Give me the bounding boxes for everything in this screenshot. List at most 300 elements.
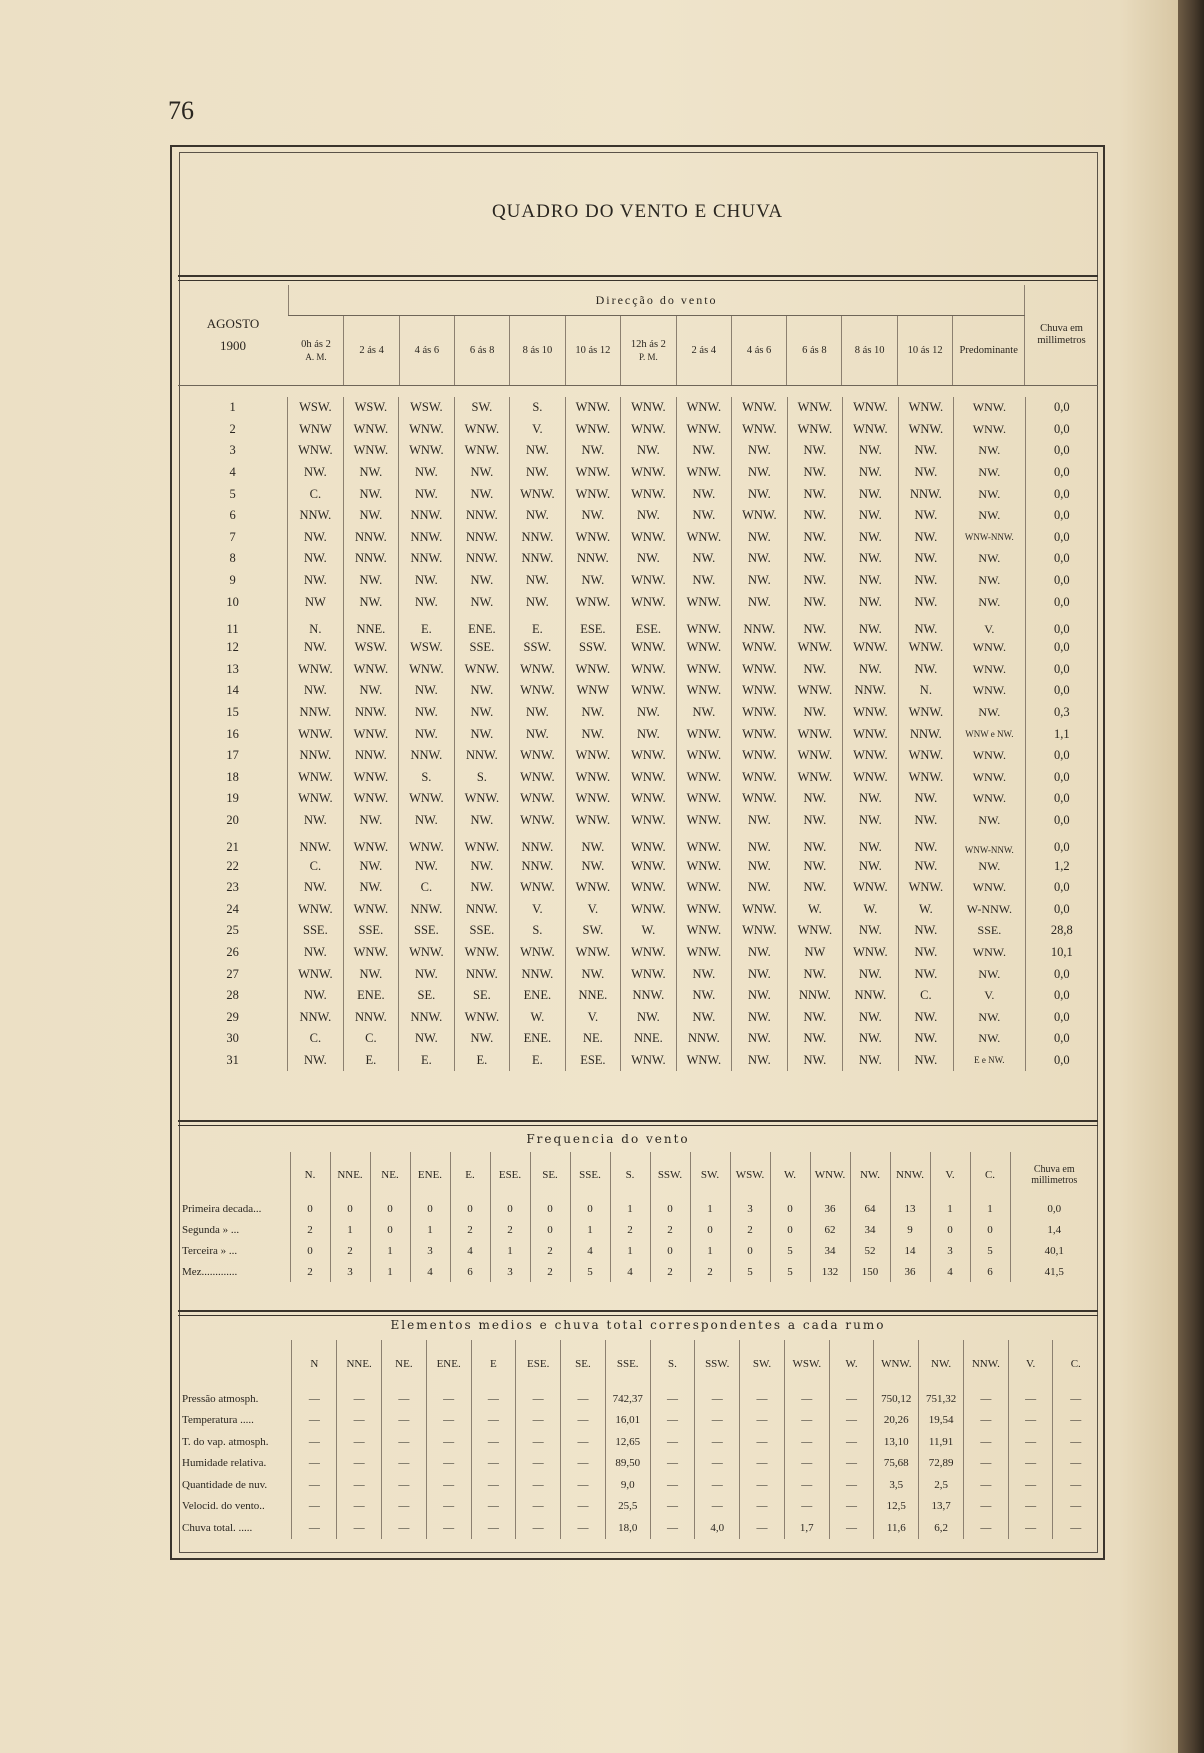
wind-cell: NW. [787,831,843,855]
element-cell: — [1053,1410,1098,1432]
table-row [178,1050,1098,1072]
wind-cell: NW. [343,505,399,527]
element-cell: 20,26 [874,1410,919,1432]
wind-cell: WNW. [510,745,566,767]
row-label: Quantidade de nuv. [182,1478,268,1491]
wind-cell: NW. [954,1028,1025,1050]
element-cell: — [337,1410,382,1432]
table-row [178,637,1098,659]
wind-cell: WNW. [732,723,788,745]
day-cell: 14 [226,683,239,698]
wind-cell: WNW. [510,767,566,789]
wind-cell: WNW. [621,810,677,832]
wind-cell: WNW. [676,767,732,789]
wind-cell: NW. [732,1006,788,1028]
wind-cell: NW. [343,591,399,613]
wind-cell: WNW. [954,942,1025,964]
wind-cell: NW. [843,963,899,985]
element-cell: 25,5 [605,1496,650,1518]
wind-cell: WNW. [843,637,899,659]
wind-cell: WSW. [343,397,399,419]
wind-cell: NW. [732,831,788,855]
day-cell: 21 [226,840,239,855]
element-cell: 12,65 [605,1431,650,1453]
wind-cell: WNW. [954,788,1025,810]
wind-cell: NW. [399,723,455,745]
wind-cell: WNW. [621,483,677,505]
day-cell: 23 [226,880,239,895]
element-cell: — [650,1474,695,1496]
wind-cell: WNW. [732,745,788,767]
element-cell: 19,54 [919,1410,964,1432]
wind-cell: NW. [454,591,510,613]
freq-cell: 34 [810,1240,850,1261]
wind-cell: ENE. [510,1028,566,1050]
wind-cell: WNW. [565,591,621,613]
wind-cell: WNW. [732,419,788,441]
wind-cell: C. [898,985,954,1007]
element-cell: 742,37 [605,1388,650,1410]
wind-cell: NNW. [454,745,510,767]
freq-cell: 0 [530,1219,570,1240]
wind-cell: NW. [787,702,843,724]
wind-cell: WNW. [621,637,677,659]
day-cell: 12 [226,640,239,655]
element-cell: — [426,1474,471,1496]
elements-header: V. [1008,1340,1053,1388]
element-cell: — [963,1388,1008,1410]
wind-cell: WNW. [454,419,510,441]
wind-cell: ENE. [343,985,399,1007]
wind-cell: WNW. [288,440,344,462]
freq-header: SE. [530,1152,570,1198]
wind-cell: NW. [732,440,788,462]
element-cell: — [426,1517,471,1539]
wind-cell: WNW. [343,788,399,810]
table-row [178,985,1098,1007]
wind-cell: V. [565,1006,621,1028]
row-label: Segunda » ... [182,1223,240,1236]
hour-header-label: 12h ás 2 [630,338,666,350]
table-row [178,745,1098,767]
element-cell: — [740,1496,785,1518]
wind-cell: NW. [954,483,1025,505]
wind-cell: NNW. [732,613,788,637]
freq-header: SSW. [650,1152,690,1198]
wind-cell: WNW. [454,440,510,462]
wind-cell: NW. [898,855,954,877]
wind-cell: E. [454,1050,510,1072]
wind-cell: V. [510,898,566,920]
element-cell: — [829,1453,874,1475]
elements-header: NE. [382,1340,427,1388]
wind-cell: WNW. [621,788,677,810]
wind-cell: E. [343,1050,399,1072]
table-row [178,942,1098,964]
wind-cell: NW. [454,570,510,592]
wind-cell: NNW. [565,548,621,570]
hour-header [731,316,786,385]
element-cell: — [382,1517,427,1539]
wind-cell: WNW. [787,397,843,419]
wind-cell: NW. [843,788,899,810]
wind-cell: C. [399,877,455,899]
element-cell: — [561,1496,606,1518]
wind-cell: WNW. [843,397,899,419]
day-cell: 17 [226,748,239,763]
wind-cell: NW. [732,855,788,877]
element-cell: — [784,1453,829,1475]
rain-cell: 0,0 [1025,985,1098,1007]
rain-cell: 0,0 [1025,659,1098,681]
wind-cell: NW. [676,702,732,724]
wind-cell: NW. [787,440,843,462]
wind-cell: W. [898,898,954,920]
freq-cell: 2 [610,1219,650,1240]
row-label: T. do vap. atmosph. [182,1435,269,1448]
freq-cell: 62 [810,1219,850,1240]
wind-cell: NW. [510,591,566,613]
table-row [178,1431,1098,1453]
wind-cell: NW [288,591,344,613]
element-cell: — [337,1453,382,1475]
wind-cell: WNW. [676,680,732,702]
rain-cell: 0,0 [1025,680,1098,702]
freq-cell: 3 [330,1261,370,1282]
wind-cell: NW. [621,702,677,724]
wind-cell: NW. [787,659,843,681]
wind-cell: NW. [843,659,899,681]
element-cell: — [337,1388,382,1410]
wind-cell: WNW. [288,898,344,920]
wind-cell: NW. [343,810,399,832]
wind-cell: WNW. [565,745,621,767]
wind-cell: WNW. [732,920,788,942]
freq-cell: 2 [330,1240,370,1261]
wind-cell: NW. [954,591,1025,613]
freq-cell: 0 [370,1219,410,1240]
wind-cell: NW. [787,527,843,549]
wind-cell: NW. [898,920,954,942]
elements-header: C. [1053,1340,1098,1388]
wind-cell: NW. [565,963,621,985]
rain-cell: 40,1 [1010,1240,1098,1261]
wind-cell: NW. [898,788,954,810]
freq-header: W. [770,1152,810,1198]
wind-cell: NNW. [510,855,566,877]
freq-cell: 4 [610,1261,650,1282]
wind-cell: WNW. [954,767,1025,789]
wind-cell: NW. [843,483,899,505]
element-cell: — [561,1410,606,1432]
hour-header-label: 10 ás 12 [575,344,611,356]
rain-cell: 0,0 [1025,462,1098,484]
element-cell: — [829,1496,874,1518]
wind-cell: WNW e NW. [954,723,1025,745]
wind-cell: WNW. [787,637,843,659]
wind-cell: NW. [288,942,344,964]
wind-cell: W. [621,920,677,942]
wind-cell: NW. [732,877,788,899]
element-cell: — [963,1453,1008,1475]
wind-cell: NNW. [288,831,344,855]
day-cell: 18 [226,769,239,784]
wind-cell: NW. [621,505,677,527]
elements-header: SSW. [695,1340,740,1388]
wind-cell: NW. [288,985,344,1007]
freq-header: NNW. [890,1152,930,1198]
wind-cell: NW. [732,548,788,570]
rain-cell: 1,2 [1025,855,1098,877]
freq-header: SW. [690,1152,730,1198]
wind-cell: NW. [954,1006,1025,1028]
table-row [178,1006,1098,1028]
wind-cell: NW. [288,637,344,659]
freq-cell: 2 [690,1261,730,1282]
wind-cell: NW. [898,963,954,985]
wind-cell: WNW. [954,877,1025,899]
table-row [178,920,1098,942]
rain-cell: 0,0 [1025,1028,1098,1050]
rain-cell: 0,0 [1025,877,1098,899]
wind-cell: S. [454,767,510,789]
wind-cell: SSW. [565,637,621,659]
table-row [178,877,1098,899]
wind-cell: NW. [787,963,843,985]
freq-cell: 0 [530,1198,570,1219]
wind-cell: SSE. [399,920,455,942]
wind-cell: WNW. [510,942,566,964]
wind-cell: WNW. [621,855,677,877]
wind-cell: NW. [621,548,677,570]
table-row [178,1410,1098,1432]
wind-cell: NW. [565,831,621,855]
rain-cell: 0,0 [1025,810,1098,832]
wind-cell: S. [399,767,455,789]
elements-header: NW. [919,1340,964,1388]
wind-cell: NW. [787,548,843,570]
table-row [178,1474,1098,1496]
wind-cell: NNW. [898,483,954,505]
year-label: 1900 [220,338,247,353]
day-cell: 26 [226,944,239,959]
elements-header: W. [829,1340,874,1388]
wind-cell: WNW. [288,788,344,810]
wind-cell: ESE. [621,613,677,637]
wind-cell: NW. [898,831,954,855]
wind-cell: NW. [399,570,455,592]
wind-cell: NW. [954,570,1025,592]
wind-cell: NW. [565,702,621,724]
element-cell: 3,5 [874,1474,919,1496]
wind-cell: WNW. [343,440,399,462]
wind-cell: NW. [843,527,899,549]
element-cell: — [516,1410,561,1432]
elements-corner [178,1340,292,1388]
freq-cell: 1 [490,1240,530,1261]
hour-header [344,316,399,385]
element-cell: — [695,1410,740,1432]
wind-cell: WNW. [399,440,455,462]
wind-cell: NW. [787,462,843,484]
freq-cell: 5 [970,1240,1010,1261]
wind-cell: NW. [343,680,399,702]
day-cell: 29 [226,1009,239,1024]
wind-cell: WNW. [898,419,954,441]
element-cell: — [695,1388,740,1410]
wind-cell: NE. [565,1028,621,1050]
rain-cell: 0,0 [1025,788,1098,810]
wind-cell: NNW. [898,723,954,745]
table-row [178,483,1098,505]
wind-cell: WNW. [621,397,677,419]
wind-cell: WNW. [621,831,677,855]
freq-cell: 0 [290,1198,330,1219]
wind-cell: WNW. [732,898,788,920]
freq-cell: 0 [410,1198,450,1219]
rain-cell: 0,0 [1025,745,1098,767]
wind-cell: NW. [565,723,621,745]
wind-cell: WNW. [676,659,732,681]
wind-cell: NW. [787,1006,843,1028]
hour-header-label: 6 ás 8 [469,344,495,356]
wind-cell: NNW. [399,1006,455,1028]
table-row [178,659,1098,681]
freq-cell: 1 [610,1240,650,1261]
element-cell: — [471,1474,516,1496]
wind-cell: NNW. [288,1006,344,1028]
wind-cell: WNW-NNW. [954,527,1025,549]
freq-cell: 2 [450,1219,490,1240]
wind-cell: WNW. [732,659,788,681]
element-cell: — [829,1388,874,1410]
wind-cell: WNW. [676,745,732,767]
table-row [178,1028,1098,1050]
freq-cell: 9 [890,1219,930,1240]
element-cell: 13,10 [874,1431,919,1453]
wind-cell: WNW. [565,788,621,810]
wind-cell: NW. [787,1028,843,1050]
wind-cell: WSW. [343,637,399,659]
elements-header: WNW. [874,1340,919,1388]
element-cell: — [426,1431,471,1453]
element-cell: — [292,1410,337,1432]
wind-cell: NW. [787,570,843,592]
table-row [178,462,1098,484]
wind-cell: WNW. [565,810,621,832]
element-cell: — [516,1431,561,1453]
wind-cell: NNW. [510,527,566,549]
day-cell: 11 [226,621,239,636]
freq-cell: 2 [730,1219,770,1240]
wind-cell: NW. [676,440,732,462]
freq-cell: 34 [850,1219,890,1240]
freq-cell: 5 [570,1261,610,1282]
wind-cell: WNW. [843,419,899,441]
element-cell: — [740,1453,785,1475]
day-cell: 28 [226,988,239,1003]
wind-cell: WNW. [621,898,677,920]
wind-cell: NW. [787,613,843,637]
wind-cell: SSE. [288,920,344,942]
wind-cell: NW. [898,659,954,681]
wind-cell: WNW. [676,462,732,484]
wind-cell: NW. [676,483,732,505]
wind-cell: WNW. [565,877,621,899]
wind-cell: WNW. [399,942,455,964]
day-cell: 9 [229,573,236,588]
table-row [178,810,1098,832]
wind-cell: NW. [343,483,399,505]
freq-header: S. [610,1152,650,1198]
wind-header [178,285,1098,385]
freq-cell: 2 [290,1219,330,1240]
day-cell: 20 [226,812,239,827]
wind-cell: NW. [898,505,954,527]
wind-cell: NW. [732,1050,788,1072]
freq-cell: 2 [650,1261,690,1282]
elements-header: NNW. [963,1340,1008,1388]
wind-cell: WNW. [898,637,954,659]
day-cell: 8 [229,551,236,566]
wind-cell: NW. [343,570,399,592]
wind-cell: V. [954,985,1025,1007]
element-cell: — [516,1474,561,1496]
wind-cell: NW. [732,810,788,832]
wind-cell: WSW. [399,637,455,659]
wind-cell: C. [288,483,344,505]
row-label: Terceira » ... [182,1244,238,1257]
wind-cell: WNW. [954,680,1025,702]
wind-cell: WNW. [898,877,954,899]
element-cell: — [740,1474,785,1496]
element-cell: — [963,1496,1008,1518]
wind-cell: NW. [676,963,732,985]
wind-cell: NNW. [399,527,455,549]
wind-cell: NW. [565,855,621,877]
wind-cell: NW. [954,440,1025,462]
wind-cell: WNW. [898,702,954,724]
element-cell: — [695,1431,740,1453]
wind-cell: NW. [898,548,954,570]
element-cell: — [426,1496,471,1518]
wind-cell: NNW. [399,548,455,570]
freq-cell: 0 [650,1240,690,1261]
table-row [178,831,1098,855]
hour-header-label: 8 ás 10 [854,344,885,356]
element-cell: 11,91 [919,1431,964,1453]
wind-cell: WNW. [787,767,843,789]
elements-table [178,1340,1098,1539]
freq-cell: 1 [690,1240,730,1261]
wind-cell: NW. [843,831,899,855]
wind-cell: NW. [843,613,899,637]
freq-cell: 1 [330,1219,370,1240]
element-cell: — [292,1388,337,1410]
wind-cell: NW. [510,462,566,484]
freq-rule [178,1120,1098,1126]
wind-cell: WNW. [954,637,1025,659]
rain-cell: 0,0 [1025,527,1098,549]
wind-cell: E. [510,1050,566,1072]
element-cell: — [516,1496,561,1518]
wind-cell: NW. [732,462,788,484]
wind-cell: NW. [510,440,566,462]
element-cell: — [1053,1453,1098,1475]
element-cell: — [963,1517,1008,1539]
freq-cell: 0 [370,1198,410,1219]
wind-cell: NNW. [454,548,510,570]
